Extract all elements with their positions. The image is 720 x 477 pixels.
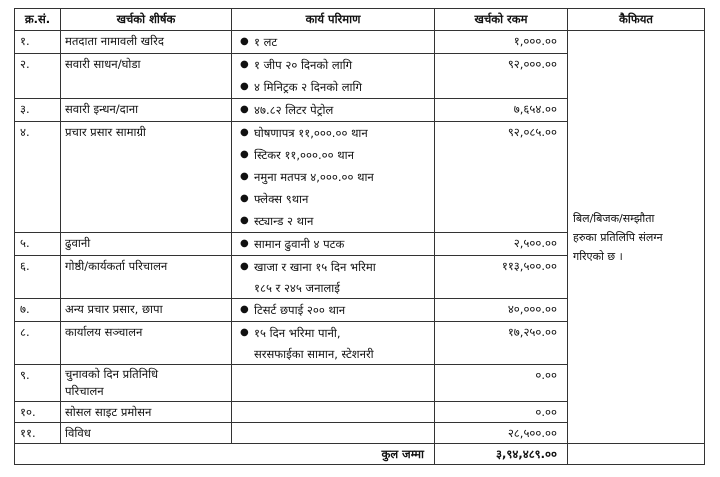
row-work — [232, 122, 435, 233]
bullet-icon: ● — [240, 127, 249, 138]
row-sn: ५. — [15, 233, 61, 256]
row-title: ढुवानी — [61, 233, 232, 256]
remarks-line: गरिएको छ । — [573, 249, 623, 263]
bullet-icon: ● — [240, 149, 249, 160]
total-row — [15, 444, 705, 465]
list-item: ● खाजा र खाना १५ दिन भरिमा १८५ र २४५ जनालाई — [236, 256, 430, 298]
bullet-icon: ● — [240, 261, 249, 272]
remarks-cell — [568, 31, 705, 444]
total-label: कुल जम्मा — [15, 444, 435, 465]
list-item: ● स्ट्यान्ड २ थान — [236, 210, 430, 232]
remarks-line: बिल/बिजक/सम्झौता — [573, 211, 655, 225]
bullet-icon: ● — [240, 327, 249, 338]
list-item: ● १ लट — [236, 31, 430, 53]
bullet-icon: ● — [240, 304, 249, 315]
header-sn: क्र.सं. — [15, 9, 61, 31]
list-item: ● १ जीप २० दिनको लागि — [236, 54, 430, 76]
row-work — [232, 423, 435, 444]
row-sn: १. — [15, 31, 61, 54]
row-title: गोष्ठी/कार्यकर्ता परिचालन — [61, 256, 232, 299]
list-item: ● १५ दिन भरिमा पानी, सरसफाईका सामान, स्टेशनरी — [236, 322, 430, 364]
row-sn: ४. — [15, 122, 61, 233]
row-title: सवारी साधन/घोडा — [61, 54, 232, 99]
row-title: सवारी इन्धन/दाना — [61, 99, 232, 122]
row-amount: २८,५००.०० — [435, 423, 568, 444]
row-work — [232, 365, 435, 402]
expense-table-container — [14, 8, 705, 465]
header-row — [15, 9, 705, 31]
row-title: प्रचार प्रसार सामाग्री — [61, 122, 232, 233]
row-sn: ७. — [15, 299, 61, 322]
row-work — [232, 233, 435, 256]
list-item: ● नमुना मतपत्र ४,०००.०० थान — [236, 166, 430, 188]
bullet-icon: ● — [240, 193, 249, 204]
list-item: ● ४७.८२ लिटर पेट्रोल — [236, 99, 430, 121]
total-amount: ३,९४,४८९.०० — [435, 444, 568, 465]
row-work — [232, 54, 435, 99]
bullet-icon: ● — [240, 59, 249, 70]
list-item: ● फ्लेक्स ९थान — [236, 188, 430, 210]
row-work — [232, 299, 435, 322]
row-amount: १,०००.०० — [435, 31, 568, 54]
header-amount: खर्चको रकम — [435, 9, 568, 31]
row-title: मतदाता नामावली खरिद — [61, 31, 232, 54]
row-title: अन्य प्रचार प्रसार, छापा — [61, 299, 232, 322]
header-remarks: कैफियत — [568, 9, 705, 31]
row-amount: २,५००.०० — [435, 233, 568, 256]
row-title: कार्यालय सञ्चालन — [61, 322, 232, 365]
row-amount: ०.०० — [435, 365, 568, 402]
row-title: सोसल साइट प्रमोसन — [61, 402, 232, 423]
row-title: चुनावको दिन प्रतिनिधि परिचालन — [61, 365, 232, 402]
row-sn: ९. — [15, 365, 61, 402]
row-work — [232, 256, 435, 299]
list-item: ● टिसर्ट छपाई २०० थान — [236, 299, 430, 321]
bullet-icon: ● — [240, 171, 249, 182]
header-work: कार्य परिमाण — [232, 9, 435, 31]
row-sn: २. — [15, 54, 61, 99]
row-sn: ३. — [15, 99, 61, 122]
list-item: ● स्टिकर ११,०००.०० थान — [236, 144, 430, 166]
row-title: विविध — [61, 423, 232, 444]
total-remarks-empty — [568, 444, 705, 465]
header-title: खर्चको शीर्षक — [61, 9, 232, 31]
row-work — [232, 31, 435, 54]
row-sn: ११. — [15, 423, 61, 444]
table-row — [15, 31, 705, 54]
list-item: ● घोषणापत्र ११,०००.०० थान — [236, 122, 430, 144]
row-sn: १०. — [15, 402, 61, 423]
row-amount: ४०,०००.०० — [435, 299, 568, 322]
row-work — [232, 322, 435, 365]
row-work — [232, 402, 435, 423]
row-amount: १७,२५०.०० — [435, 322, 568, 365]
bullet-icon: ● — [240, 238, 249, 249]
bullet-icon: ● — [240, 104, 249, 115]
row-work — [232, 99, 435, 122]
bullet-icon: ● — [240, 215, 249, 226]
bullet-icon: ● — [240, 36, 249, 47]
row-amount: ११३,५००.०० — [435, 256, 568, 299]
list-item: ● ४ मिनिट्रक २ दिनको लागि — [236, 76, 430, 98]
row-sn: ६. — [15, 256, 61, 299]
row-amount: ९२,०८५.०० — [435, 122, 568, 233]
remarks-line: हरुका प्रतिलिपि संलग्न — [573, 230, 663, 244]
list-item: ● सामान ढुवानी ४ पटक — [236, 233, 430, 255]
row-amount: ०.०० — [435, 402, 568, 423]
expense-table — [14, 8, 705, 465]
row-amount: ९२,०००.०० — [435, 54, 568, 99]
bullet-icon: ● — [240, 81, 249, 92]
row-amount: ७,६५४.०० — [435, 99, 568, 122]
row-sn: ८. — [15, 322, 61, 365]
